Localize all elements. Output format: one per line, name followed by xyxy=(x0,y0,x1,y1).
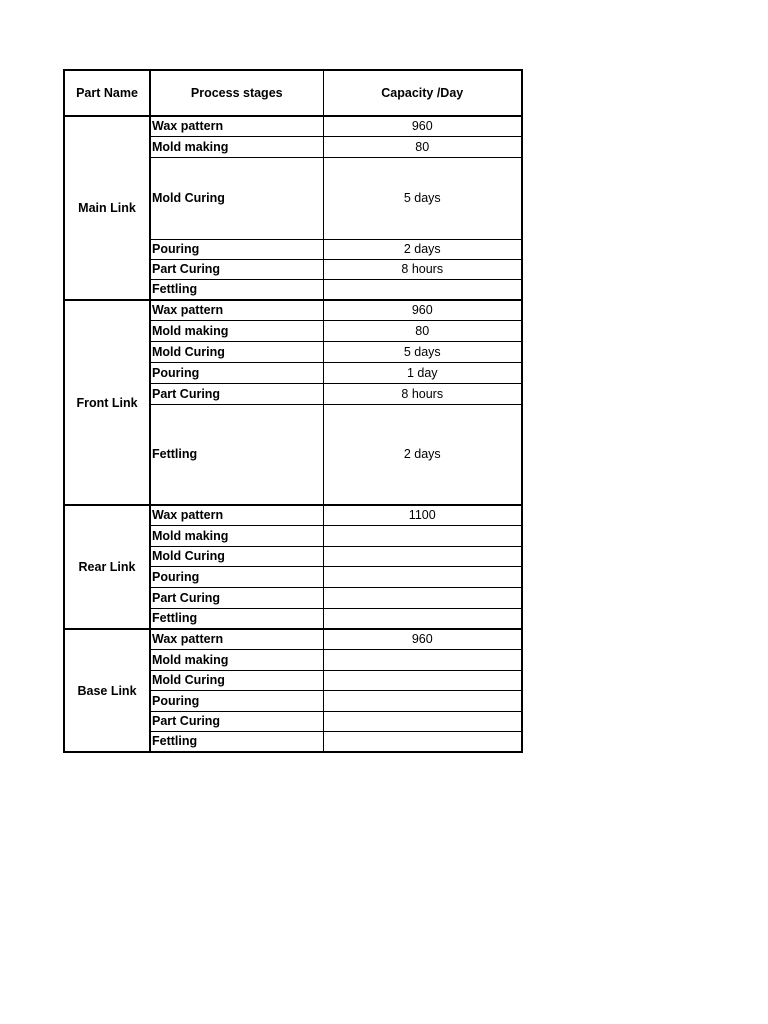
header-capacity: Capacity /Day xyxy=(323,70,522,116)
capacity-cell xyxy=(323,279,522,300)
capacity-cell: 8 hours xyxy=(323,383,522,404)
stage-cell: Mold Curing xyxy=(150,341,323,362)
stage-cell: Mold making xyxy=(150,136,323,157)
table-row xyxy=(64,629,522,649)
header-part-name: Part Name xyxy=(64,70,150,116)
capacity-cell xyxy=(323,525,522,546)
capacity-cell: 8 hours xyxy=(323,259,522,279)
stage-cell: Mold making xyxy=(150,525,323,546)
stage-cell: Mold Curing xyxy=(150,546,323,566)
stage-cell: Mold Curing xyxy=(150,157,323,239)
stage-cell: Wax pattern xyxy=(150,505,323,525)
stage-cell: Part Curing xyxy=(150,711,323,731)
capacity-cell xyxy=(323,546,522,566)
stage-cell: Wax pattern xyxy=(150,116,323,136)
capacity-cell: 80 xyxy=(323,136,522,157)
stage-cell: Mold Curing xyxy=(150,670,323,690)
stage-cell: Part Curing xyxy=(150,587,323,608)
capacity-cell: 5 days xyxy=(323,157,522,239)
stage-cell: Pouring xyxy=(150,239,323,259)
capacity-cell xyxy=(323,711,522,731)
capacity-cell xyxy=(323,566,522,587)
capacity-table xyxy=(63,69,523,753)
stage-cell: Fettling xyxy=(150,731,323,752)
capacity-cell xyxy=(323,587,522,608)
capacity-cell xyxy=(323,670,522,690)
capacity-cell: 1 day xyxy=(323,362,522,383)
stage-cell: Pouring xyxy=(150,566,323,587)
stage-cell: Mold making xyxy=(150,320,323,341)
stage-cell: Fettling xyxy=(150,404,323,505)
table-row xyxy=(64,505,522,525)
part-name-cell: Main Link xyxy=(64,116,150,300)
stage-cell: Fettling xyxy=(150,608,323,629)
capacity-cell xyxy=(323,649,522,670)
stage-cell: Part Curing xyxy=(150,383,323,404)
part-name-cell: Base Link xyxy=(64,629,150,752)
stage-cell: Wax pattern xyxy=(150,300,323,320)
stage-cell: Wax pattern xyxy=(150,629,323,649)
capacity-cell xyxy=(323,731,522,752)
stage-cell: Fettling xyxy=(150,279,323,300)
capacity-cell xyxy=(323,608,522,629)
part-name-cell: Front Link xyxy=(64,300,150,505)
capacity-cell: 960 xyxy=(323,629,522,649)
stage-cell: Pouring xyxy=(150,690,323,711)
capacity-cell: 2 days xyxy=(323,239,522,259)
capacity-cell xyxy=(323,690,522,711)
capacity-cell: 2 days xyxy=(323,404,522,505)
table-row xyxy=(64,116,522,136)
stage-cell: Pouring xyxy=(150,362,323,383)
table-row xyxy=(64,300,522,320)
capacity-cell: 80 xyxy=(323,320,522,341)
capacity-cell: 960 xyxy=(323,116,522,136)
header-row xyxy=(64,70,522,116)
capacity-cell: 1100 xyxy=(323,505,522,525)
part-name-cell: Rear Link xyxy=(64,505,150,629)
stage-cell: Mold making xyxy=(150,649,323,670)
header-process-stages: Process stages xyxy=(150,70,323,116)
capacity-cell: 5 days xyxy=(323,341,522,362)
capacity-cell: 960 xyxy=(323,300,522,320)
stage-cell: Part Curing xyxy=(150,259,323,279)
